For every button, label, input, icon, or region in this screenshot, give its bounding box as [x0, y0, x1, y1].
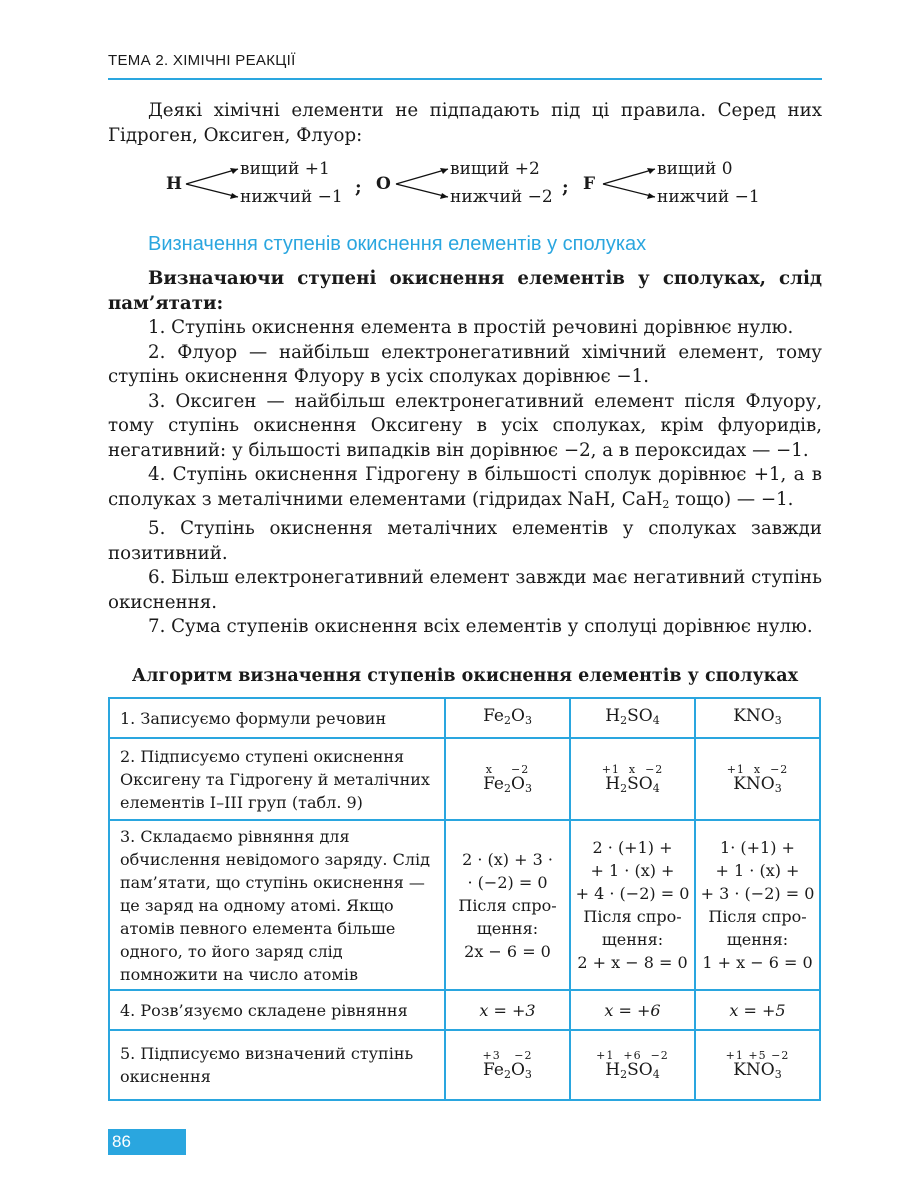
- formula-cell: $KNO_3$: [695, 698, 820, 738]
- intro-text: Деякі хімічні елементи не підпадають під ці правила. Серед них Гідроген, Оксиген, Флуор:: [108, 100, 822, 146]
- scheme-higher: вищий +1: [240, 159, 330, 179]
- rules-list: [108, 316, 822, 640]
- algorithm-table: [108, 697, 821, 1101]
- table-row: [109, 738, 820, 820]
- rule-text: 5. Ступінь окиснення металічних елементів у сполуках завжди позитивний.: [108, 518, 822, 564]
- rule-text: 6. Більш електронегативний елемент завжди має негативний ступінь окиснення.: [108, 567, 822, 613]
- scheme-hydrogen: [166, 157, 356, 209]
- rule-6: [108, 566, 822, 615]
- solution-cell: x = +3: [445, 990, 570, 1030]
- separator: ;: [355, 177, 362, 198]
- step-cell: 2. Підписуємо ступені окиснення Оксигену та Гідрогену й металічних елементів I–III груп (табл. 9): [109, 738, 445, 820]
- ox-states: +1 +6 −2: [596, 1048, 669, 1062]
- equation-cell: 2 · (x) + 3 · · (−2) = 0 Після спро- щення: 2x − 6 = 0: [445, 820, 570, 990]
- step-cell: 3. Складаємо рівняння для обчислення невідомого заряду. Слід пам’ятати, що ступінь окиснення — це заряд на одному атомі. Якщо атомів певного елемента більше одного, то його заряд слід помножити на число атомів: [109, 820, 445, 990]
- scheme-oxygen: [376, 157, 566, 209]
- scheme-element: F: [583, 174, 596, 194]
- rule-text: 1. Ступінь окиснення елемента в простій речовині дорівнює нулю.: [148, 317, 794, 338]
- equation-cell: 1· (+1) + + 1 · (x) + + 3 · (−2) = 0 Після спро- щення: 1 + x − 6 = 0: [695, 820, 820, 990]
- bold-lead: [108, 267, 822, 316]
- formula-ox-cell: +3 −2 $Fe_2O_3$: [445, 1030, 570, 1100]
- table-title: Алгоритм визначення ступенів окиснення елементів у сполуках: [131, 666, 799, 686]
- rule-text-tail: тощо) — −1.: [669, 488, 794, 510]
- scheme-higher: вищий +2: [450, 159, 540, 179]
- rule-7: [108, 615, 822, 640]
- scheme-lower: нижчий −2: [450, 187, 553, 207]
- scheme-lower: нижчий −1: [240, 187, 343, 207]
- solution-cell: x = +6: [570, 990, 695, 1030]
- table-row: [109, 990, 820, 1030]
- ox-states: +3 −2: [482, 1048, 533, 1062]
- scheme-element: O: [376, 174, 391, 194]
- formula-ox-cell: +1 +5 −2 $KNO_3$: [695, 1030, 820, 1100]
- equation-cell: 2 · (+1) + + 1 · (x) + + 4 · (−2) = 0 Після спро- щення: 2 + x − 8 = 0: [570, 820, 695, 990]
- solution-cell: x = +5: [695, 990, 820, 1030]
- step-cell: 4. Розв’язуємо складене рівняння: [109, 990, 445, 1030]
- table-row: [109, 820, 820, 990]
- rule-text: 4. Ступінь окиснення Гідрогену в більшості сполук дорівнює +1, а в сполуках з металічними елементами (гідридах NaH, CaH: [108, 464, 822, 510]
- running-title: ТЕМА 2. ХІМІЧНІ РЕАКЦІЇ: [108, 52, 296, 69]
- scheme-lower: нижчий −1: [657, 187, 760, 207]
- rule-text: 3. Оксиген — найбільш електронегативний елемент після Флуору, тому ступінь окиснення Оксигену в усіх сполуках, крім флуоридів, негативний: у більшості випадків він дорівнює −2, а в пероксидах — −1.: [108, 390, 822, 461]
- rule-text: 7. Сума ступенів окиснення всіх елементів у сполуці дорівнює нулю.: [148, 616, 813, 637]
- table-row: [109, 1030, 820, 1100]
- header-rule: [108, 78, 822, 80]
- scheme-higher: вищий 0: [657, 159, 733, 179]
- separator: ;: [562, 177, 569, 198]
- ox-states: +1 +5 −2: [725, 1048, 790, 1062]
- scheme-fluorine: [583, 157, 773, 209]
- step-cell: 1. Записуємо формули речовин: [109, 698, 445, 738]
- ox-states: x −2: [485, 762, 530, 776]
- rule-4: [108, 463, 822, 517]
- formula-cell: $Fe_2O_3$: [445, 698, 570, 738]
- table-row: [109, 698, 820, 738]
- step-cell: 5. Підписуємо визначений ступінь окиснення: [109, 1030, 445, 1100]
- rule-1: [108, 316, 822, 341]
- formula-ox-cell: x −2 $Fe_2O_3$: [445, 738, 570, 820]
- formula-ox-cell: +1 x −2 $H_2SO_4$: [570, 738, 695, 820]
- intro-paragraph: [108, 99, 822, 148]
- rule-3: [108, 390, 822, 464]
- formula-ox-cell: +1 +6 −2 $H_2SO_4$: [570, 1030, 695, 1100]
- rule-text: 2. Флуор — найбільш електронегативний хімічний елемент, тому ступінь окиснення Флуору в усіх сполуках дорівнює −1.: [108, 341, 822, 387]
- ox-states: +1 x −2: [726, 762, 789, 776]
- page-number: 86: [108, 1129, 186, 1155]
- formula-ox-cell: +1 x −2 $KNO_3$: [695, 738, 820, 820]
- formula-cell: $H_2SO_4$: [570, 698, 695, 738]
- scheme-element: H: [166, 174, 183, 194]
- section-title: Визначення ступенів окиснення елементів у сполуках: [148, 233, 647, 255]
- subscript: 2: [662, 497, 670, 511]
- rule-5: [108, 517, 822, 566]
- bold-lead-text: Визначаючи ступені окиснення елементів у сполуках, слід пам’ятати:: [108, 268, 822, 314]
- rule-2: [108, 341, 822, 390]
- ox-states: +1 x −2: [601, 762, 664, 776]
